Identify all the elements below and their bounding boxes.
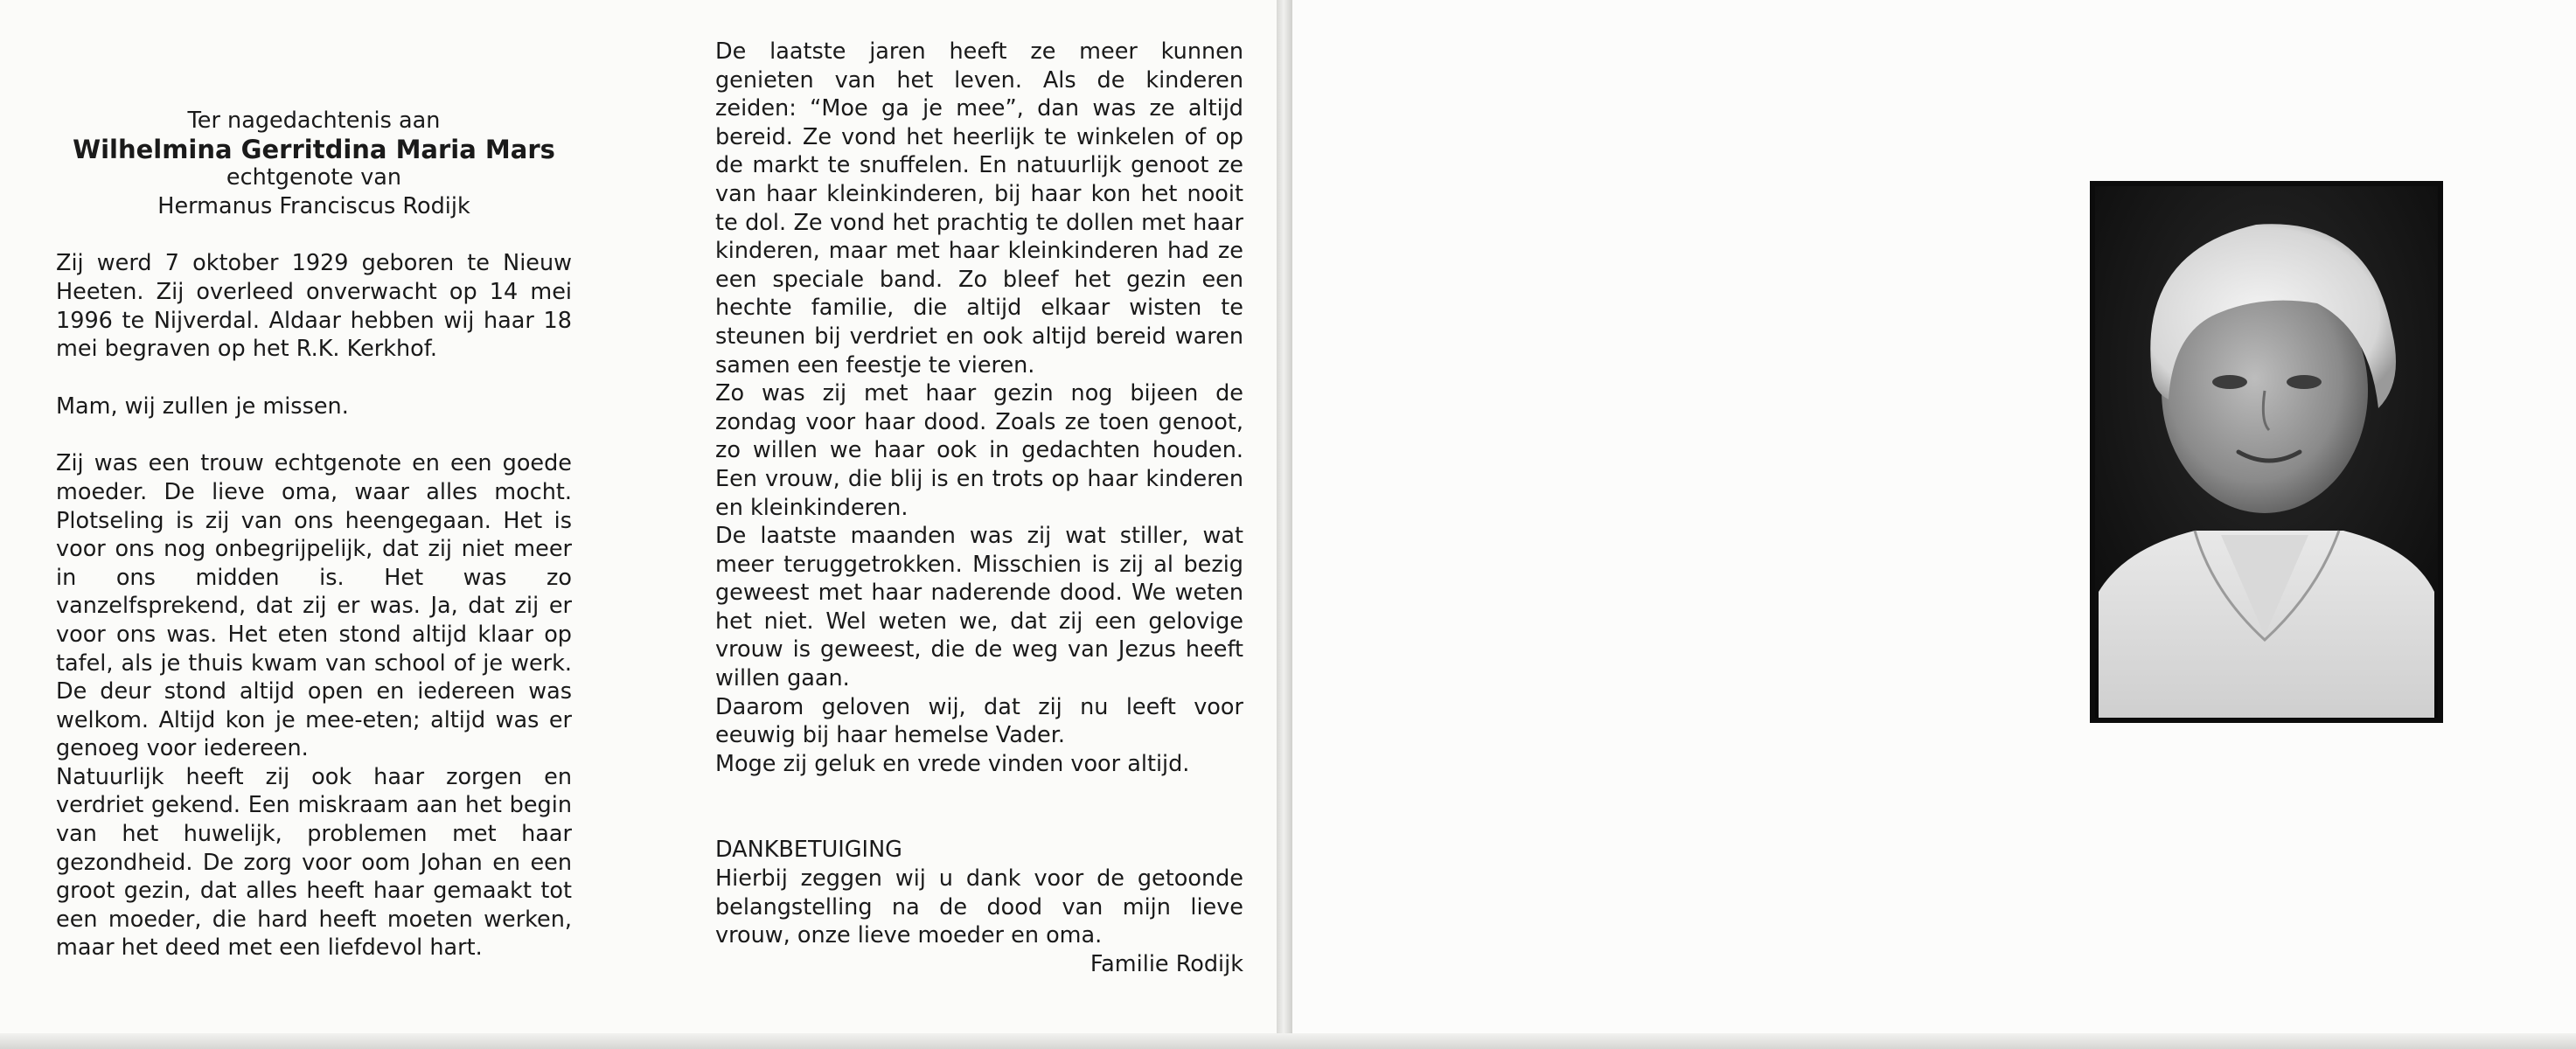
memorial-paragraph-6: Daarom geloven wij, dat zij nu leeft voor eeuwig bij haar hemelse Vader. (715, 693, 1243, 749)
portrait-photo (2090, 181, 2443, 723)
family-signature: Familie Rodijk (1090, 950, 1243, 977)
memorial-paragraph-4: Zo was zij met haar gezin nog bijeen de zondag voor haar dood. Zoals ze toen genoot, zo willen we haar ook in gedachten houden. Een vrouw, die blij is en trots op haar kinderen en kleinkinderen. (715, 380, 1243, 521)
left-text-column (56, 107, 572, 962)
thanks-text: Hierbij zeggen wij u dank voor de getoonde belangstelling na de dood van mijn lieve vrouw, onze lieve moeder en oma. (715, 865, 1243, 949)
memorial-paragraph-2: Natuurlijk heeft zij ook haar zorgen en verdriet gekend. Een miskraam aan het begin van het huwelijk, problemen met haar gezondheid. De zorg voor oom Johan en een groot gezin, dat alles heeft haar gemaakt tot een moeder, die hard heeft moeten werken, maar het deed met een liefdevol hart. (56, 763, 572, 962)
thanks-heading: DANKBETUIGING (715, 837, 902, 864)
inner-left-spread (0, 0, 1277, 1049)
portrait-image (2090, 181, 2443, 723)
spouse-name: Hermanus Franciscus Rodijk (157, 192, 470, 219)
middle-text-column (715, 38, 1243, 978)
memorial-paragraph-5: De laatste maanden was zij wat stiller, wat meer teruggetrokken. Misschien is zij al bezig geweest met haar naderende dood. We weten het niet. Wel weten we, dat zij een gelovige vrouw is geweest, die de weg van Jezus heeft willen gaan. (715, 523, 1243, 692)
biography-paragraph: Zij werd 7 oktober 1929 geboren te Nieuw Heeten. Zij overleed onverwacht op 14 mei 1996 te Nijverdal. Aldaar hebben wij haar 18 mei begraven op het R.K. Kerkhof. (56, 250, 572, 363)
intro-line: Ter nagedachtenis aan (187, 108, 441, 134)
memorial-paragraph-3: De laatste jaren heeft ze meer kunnen genieten van het leven. Als de kinderen zeiden: “Moe ga je mee”, dan was ze altijd bereid. Ze vond het heerlijk te winkelen of op de markt te snuffelen. En natuurlijk genoot ze van haar kleinkinderen, bij haar kon het nooit te dol. Ze vond het prachtig te dollen met haar kinderen, maar met haar kleinkinderen had ze een speciale band. Zo bleef het gezin een hechte familie, die altijd elkaar wisten te steunen bij verdriet en ook altijd bereid waren samen een feestje te vieren. (715, 38, 1243, 379)
memorial-paragraph-1: Zij was een trouw echtgenote en een goede moeder. De lieve oma, waar alles mocht. Plotseling is zij van ons heengegaan. Het is voor ons nog onbegrijpelijk, dat zij niet meer in ons midden is. Het was zo vanzelfsprekend, dat zij er was. Ja, dat zij er voor ons was. Het eten stond altijd klaar op tafel, als je thuis kwam van school of je werk. De deur stond altijd open en iedereen was welkom. Altijd kon je mee-eten; altijd was er genoeg voor iedereen. (56, 450, 572, 762)
memorial-paragraph-7: Moge zij geluk en vrede vinden voor altijd. (715, 750, 1190, 777)
farewell-line: Mam, wij zullen je missen. (56, 393, 349, 420)
deceased-name: Wilhelmina Gerritdina Maria Mars (73, 134, 555, 164)
spouse-label: echtgenote van (226, 164, 402, 191)
card-fold (1277, 0, 1292, 1049)
card-bottom-edge (0, 1033, 2576, 1049)
